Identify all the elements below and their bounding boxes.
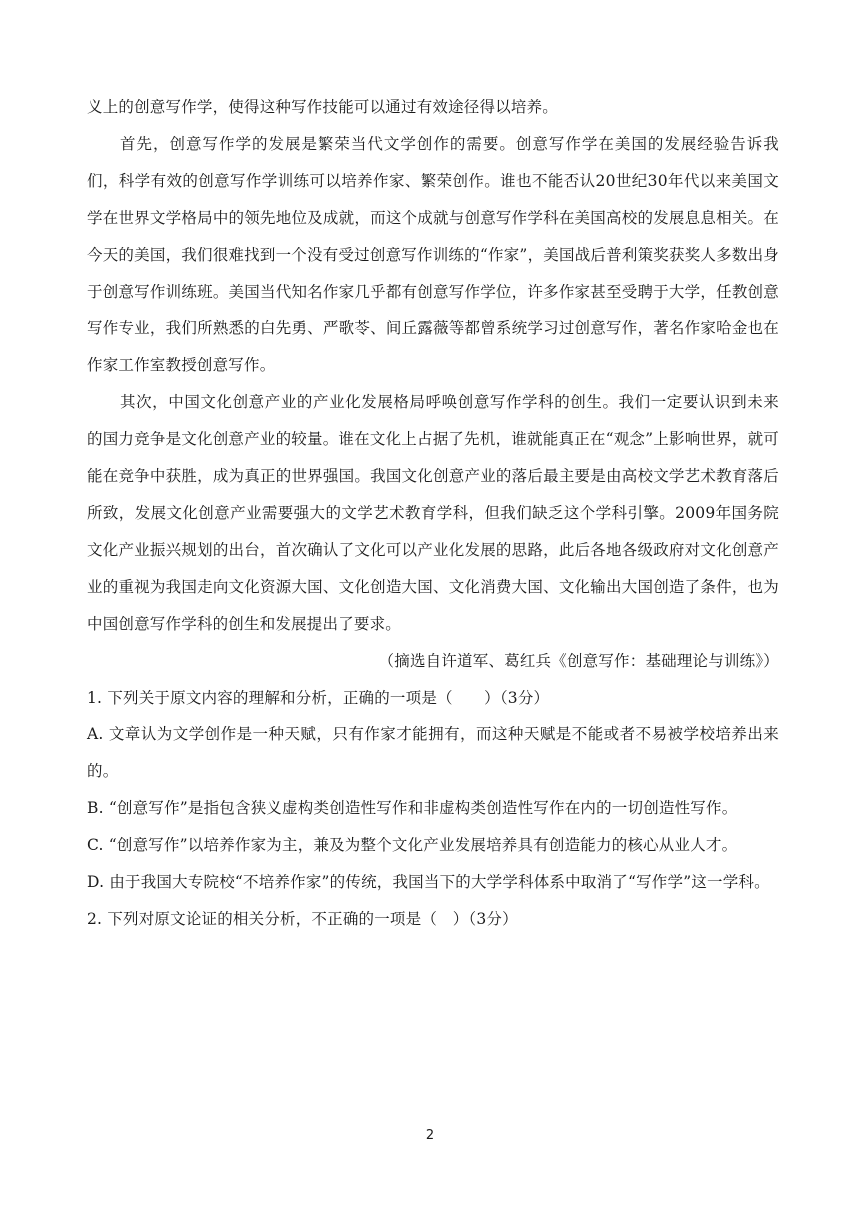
question-1-option-a: A. 文章认为文学创作是一种天赋，只有作家才能拥有，而这种天赋是不能或者不易被学校培养出来的。	[87, 725, 779, 781]
continued-paragraph: 义上的创意写作学，使得这种写作技能可以通过有效途径得以培养。	[87, 98, 559, 116]
page-number: 2	[425, 1128, 435, 1143]
paragraph-second-reason: 其次，中国文化创意产业的产业化发展格局呼唤创意写作学科的创生。我们一定要认识到未来的国力竞争是文化创意产业的较量。谁在文化上占据了先机，谁就能真正在“观念”上影响世界，就可能在竞争中获胜，成为真正的世界强国。我国文化创意产业的落后最主要是由高校文学艺术教育落后所致，发展文化创意产业需要强大的文学艺术教育学科，但我们缺乏这个学科引擎。2009年国务院文化产业振兴规划的出台，首次确认了文化可以产业化发展的思路，此后各地各级政府对文化创意产业的重视为我国走向文化资源大国、文化创造大国、文化消费大国、文化输出大国创造了条件，也为中国创意写作学科的创生和发展提出了要求。	[87, 393, 779, 633]
question-1-option-d: D. 由于我国大专院校“不培养作家”的传统，我国当下的大学学科体系中取消了“写作学”这一学科。	[87, 873, 770, 892]
paragraph-first-reason: 首先，创意写作学的发展是繁荣当代文学创作的需要。创意写作学在美国的发展经验告诉我们，科学有效的创意写作学训练可以培养作家、繁荣创作。谁也不能否认20世纪30年代以来美国文学在世界文学格局中的领先地位及成就，而这个成就与创意写作学科在美国高校的发展息息相关。在今天的美国，我们很难找到一个没有受过创意写作训练的“作家”，美国战后普利策奖获奖人多数出身于创意写作训练班。美国当代知名作家几乎都有创意写作学位，许多作家甚至受聘于大学，任教创意写作专业，我们所熟悉的白先勇、严歌苓、间丘露薇等都曾系统学习过创意写作，著名作家哈金也在作家工作室教授创意写作。	[87, 134, 779, 375]
question-1-option-b: B. “创意写作”是指包含狭义虚构类创造性写作和非虚构类创造性写作在内的一切创造性写作。	[87, 799, 738, 818]
document-body	[87, 89, 779, 938]
question-1-stem: 1. 下列关于原文内容的理解和分析，正确的一项是（ ）（3分）	[87, 688, 550, 707]
question-2-stem: 2. 下列对原文论证的相关分析，不正确的一项是（ ）（3分）	[87, 909, 518, 928]
source-citation: （摘选自许道军、葛红兵《创意写作：基础理论与训练》）	[378, 651, 779, 670]
question-1-option-c: C. “创意写作”以培养作家为主，兼及为整个文化产业发展培养具有创造能力的核心从业人才。	[87, 836, 738, 855]
